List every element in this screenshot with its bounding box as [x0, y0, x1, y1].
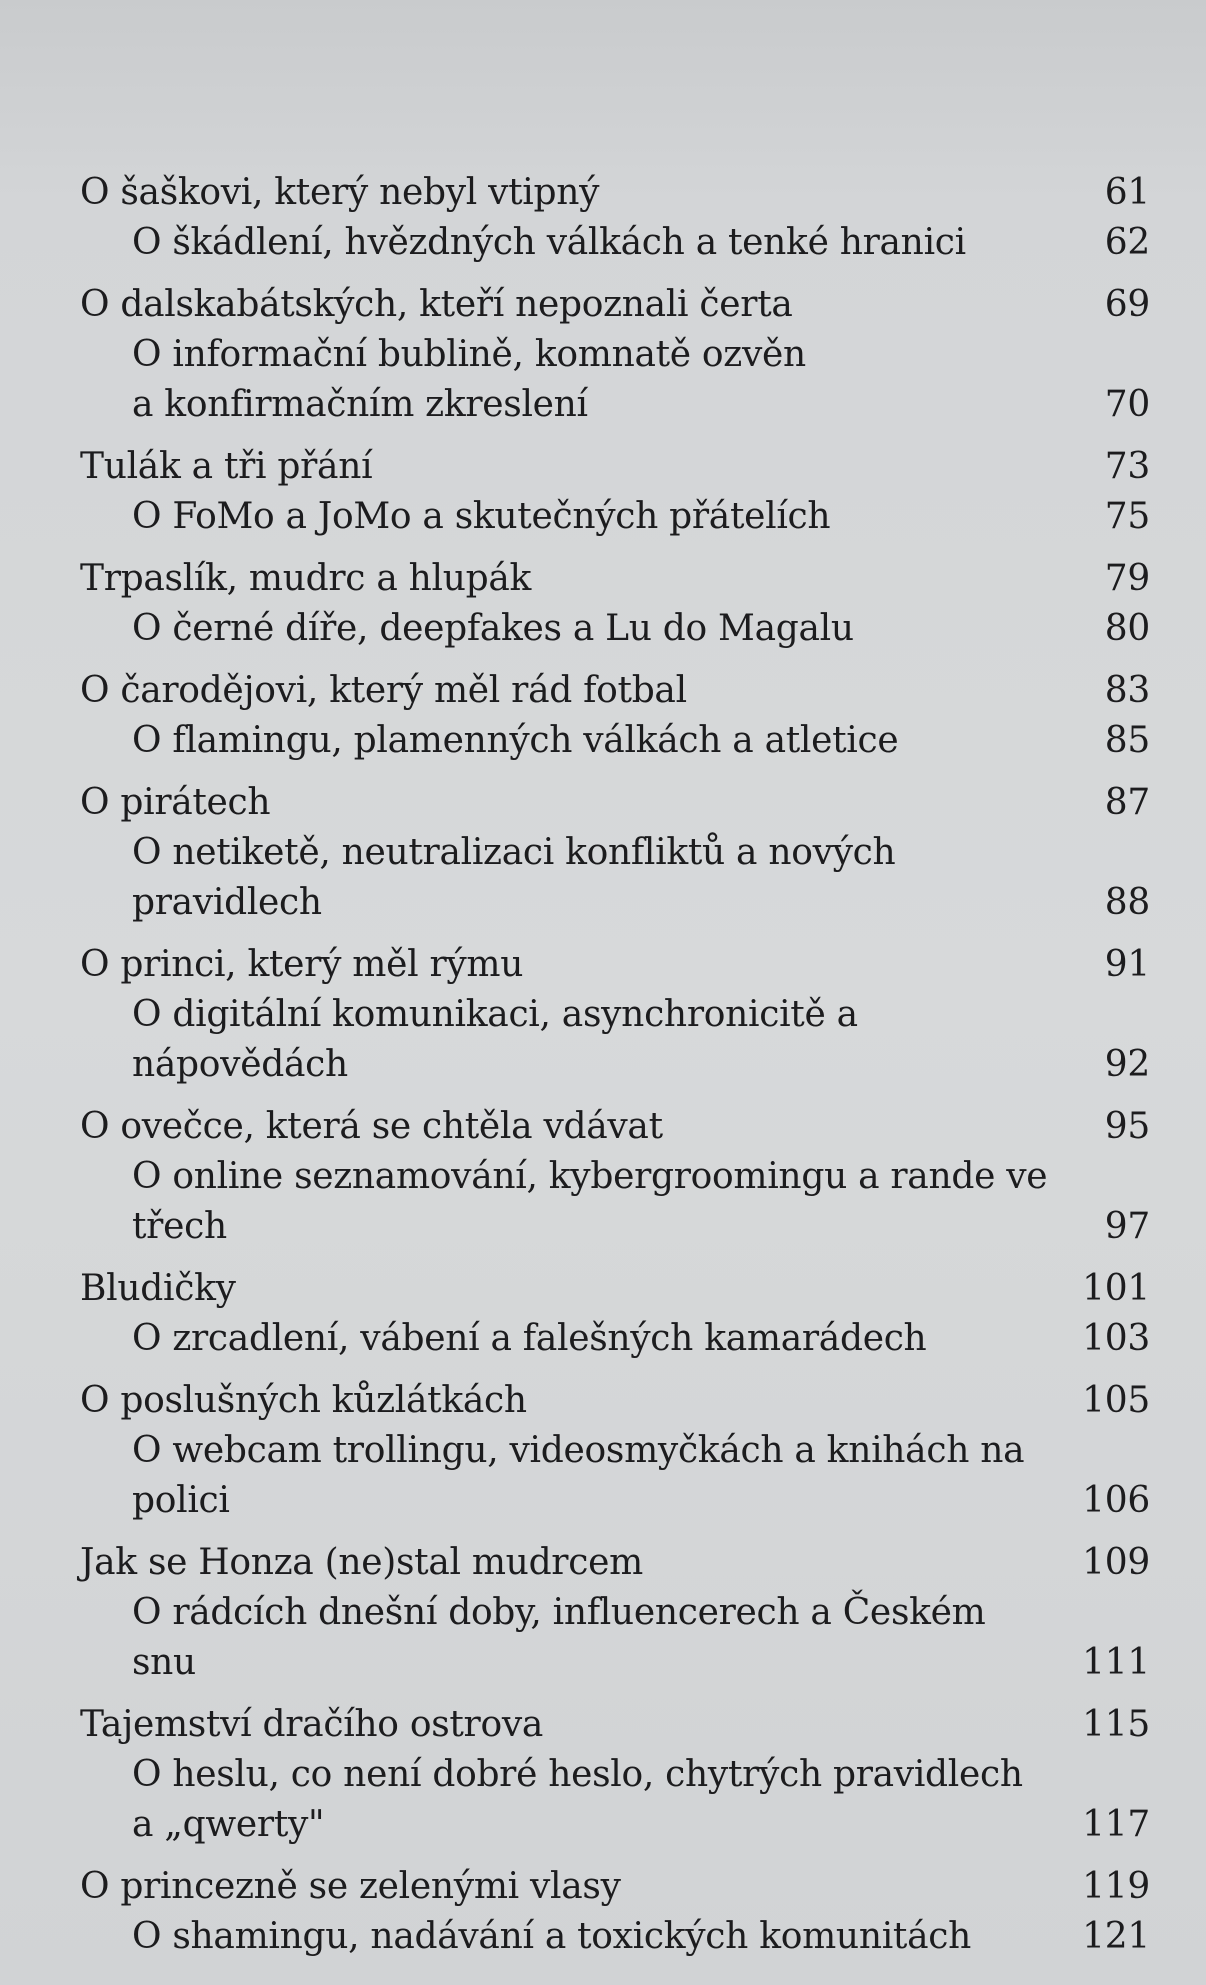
entry-title: Tajemství dračího ostrova	[80, 1704, 544, 1745]
entry-page-number: 105	[1082, 1380, 1150, 1421]
entry-title: O šaškovi, který nebyl vtipný	[80, 172, 600, 213]
toc-entry	[80, 1376, 1150, 1426]
entry-title: O dalskabátských, kteří nepoznali čerta	[80, 284, 793, 325]
toc-entry	[80, 1538, 1150, 1588]
entry-title: O webcam trollingu, videosmyčkách a knihách na polici	[132, 1430, 1025, 1521]
toc-entry	[80, 330, 1150, 430]
entry-title: O digitální komunikaci, asynchronicitě a nápovědách	[132, 994, 858, 1085]
entry-page-number: 103	[1082, 1318, 1150, 1359]
entry-page-number: 62	[1104, 222, 1150, 263]
entry-page-number: 83	[1104, 670, 1150, 711]
toc-entry	[80, 1750, 1150, 1850]
entry-page-number: 69	[1104, 284, 1150, 325]
entry-page-number: 106	[1082, 1480, 1150, 1521]
entry-page-number: 97	[1104, 1206, 1150, 1247]
toc-entry	[80, 1700, 1150, 1750]
entry-page-number: 88	[1104, 882, 1150, 923]
entry-title: Jak se Honza (ne)stal mudrcem	[80, 1542, 643, 1583]
entry-page-number: 80	[1104, 608, 1150, 649]
entry-page-number: 109	[1082, 1542, 1150, 1583]
entry-page-number: 92	[1104, 1044, 1150, 1085]
entry-title: O černé díře, deepfakes a Lu do Magalu	[132, 608, 854, 649]
entry-page-number: 61	[1104, 172, 1150, 213]
entry-page-number: 75	[1104, 496, 1150, 537]
toc-entry	[80, 1264, 1150, 1314]
entry-page-number: 115	[1082, 1704, 1150, 1745]
entry-page-number: 121	[1082, 1916, 1150, 1957]
entry-title: Trpaslík, mudrc a hlupák	[80, 558, 532, 599]
entry-page-number: 85	[1104, 720, 1150, 761]
entry-page-number: 87	[1104, 782, 1150, 823]
toc-entry	[80, 1426, 1150, 1526]
toc-entry	[80, 280, 1150, 330]
table-of-contents	[80, 168, 1150, 1962]
entry-title: O netiketě, neutralizaci konfliktů a nových pravidlech	[132, 832, 896, 923]
entry-title: O informační bublině, komnatě ozvěn a konfirmačním zkreslení	[132, 334, 806, 425]
entry-page-number: 95	[1104, 1106, 1150, 1147]
toc-entry	[80, 666, 1150, 716]
entry-title: O rádcích dnešní doby, influencerech a Českém snu	[132, 1592, 986, 1683]
toc-entry	[80, 492, 1150, 542]
entry-page-number: 117	[1082, 1804, 1150, 1845]
entry-title: O princezně se zelenými vlasy	[80, 1866, 621, 1907]
entry-title: O poslušných kůzlátkách	[80, 1380, 527, 1421]
toc-entry	[80, 1588, 1150, 1688]
entry-page-number: 70	[1104, 384, 1150, 425]
entry-title: O princi, který měl rýmu	[80, 944, 524, 985]
entry-title: O flamingu, plamenných válkách a atletice	[132, 720, 899, 761]
toc-entry	[80, 604, 1150, 654]
toc-entry	[80, 442, 1150, 492]
entry-title: O pirátech	[80, 782, 271, 823]
entry-title: Tulák a tři přání	[80, 446, 373, 487]
entry-title: Bludičky	[80, 1268, 236, 1309]
toc-entry	[80, 778, 1150, 828]
entry-page-number: 119	[1082, 1866, 1150, 1907]
toc-entry	[80, 1102, 1150, 1152]
toc-entry	[80, 990, 1150, 1090]
toc-entry	[80, 1152, 1150, 1252]
toc-entry	[80, 218, 1150, 268]
toc-entry	[80, 1912, 1150, 1962]
toc-entry	[80, 940, 1150, 990]
entry-title: O heslu, co není dobré heslo, chytrých pravidlech a „qwerty"	[132, 1754, 1023, 1845]
toc-entry	[80, 554, 1150, 604]
entry-page-number: 91	[1104, 944, 1150, 985]
toc-entry	[80, 1314, 1150, 1364]
entry-title: O shamingu, nadávání a toxických komunitách	[132, 1916, 971, 1957]
entry-title: O zrcadlení, vábení a falešných kamarádech	[132, 1318, 927, 1359]
entry-page-number: 111	[1082, 1642, 1150, 1683]
entry-page-number: 73	[1104, 446, 1150, 487]
entry-title: O online seznamování, kybergroomingu a rande ve třech	[132, 1156, 1048, 1247]
entry-title: O škádlení, hvězdných válkách a tenké hranici	[132, 222, 966, 263]
toc-entry	[80, 828, 1150, 928]
entry-page-number: 79	[1104, 558, 1150, 599]
entry-title: O čarodějovi, který měl rád fotbal	[80, 670, 687, 711]
toc-entry	[80, 168, 1150, 218]
toc-entry	[80, 716, 1150, 766]
entry-title: O FoMo a JoMo a skutečných přátelích	[132, 496, 831, 537]
entry-title: O ovečce, která se chtěla vdávat	[80, 1106, 663, 1147]
entry-page-number: 101	[1082, 1268, 1150, 1309]
toc-entry	[80, 1862, 1150, 1912]
